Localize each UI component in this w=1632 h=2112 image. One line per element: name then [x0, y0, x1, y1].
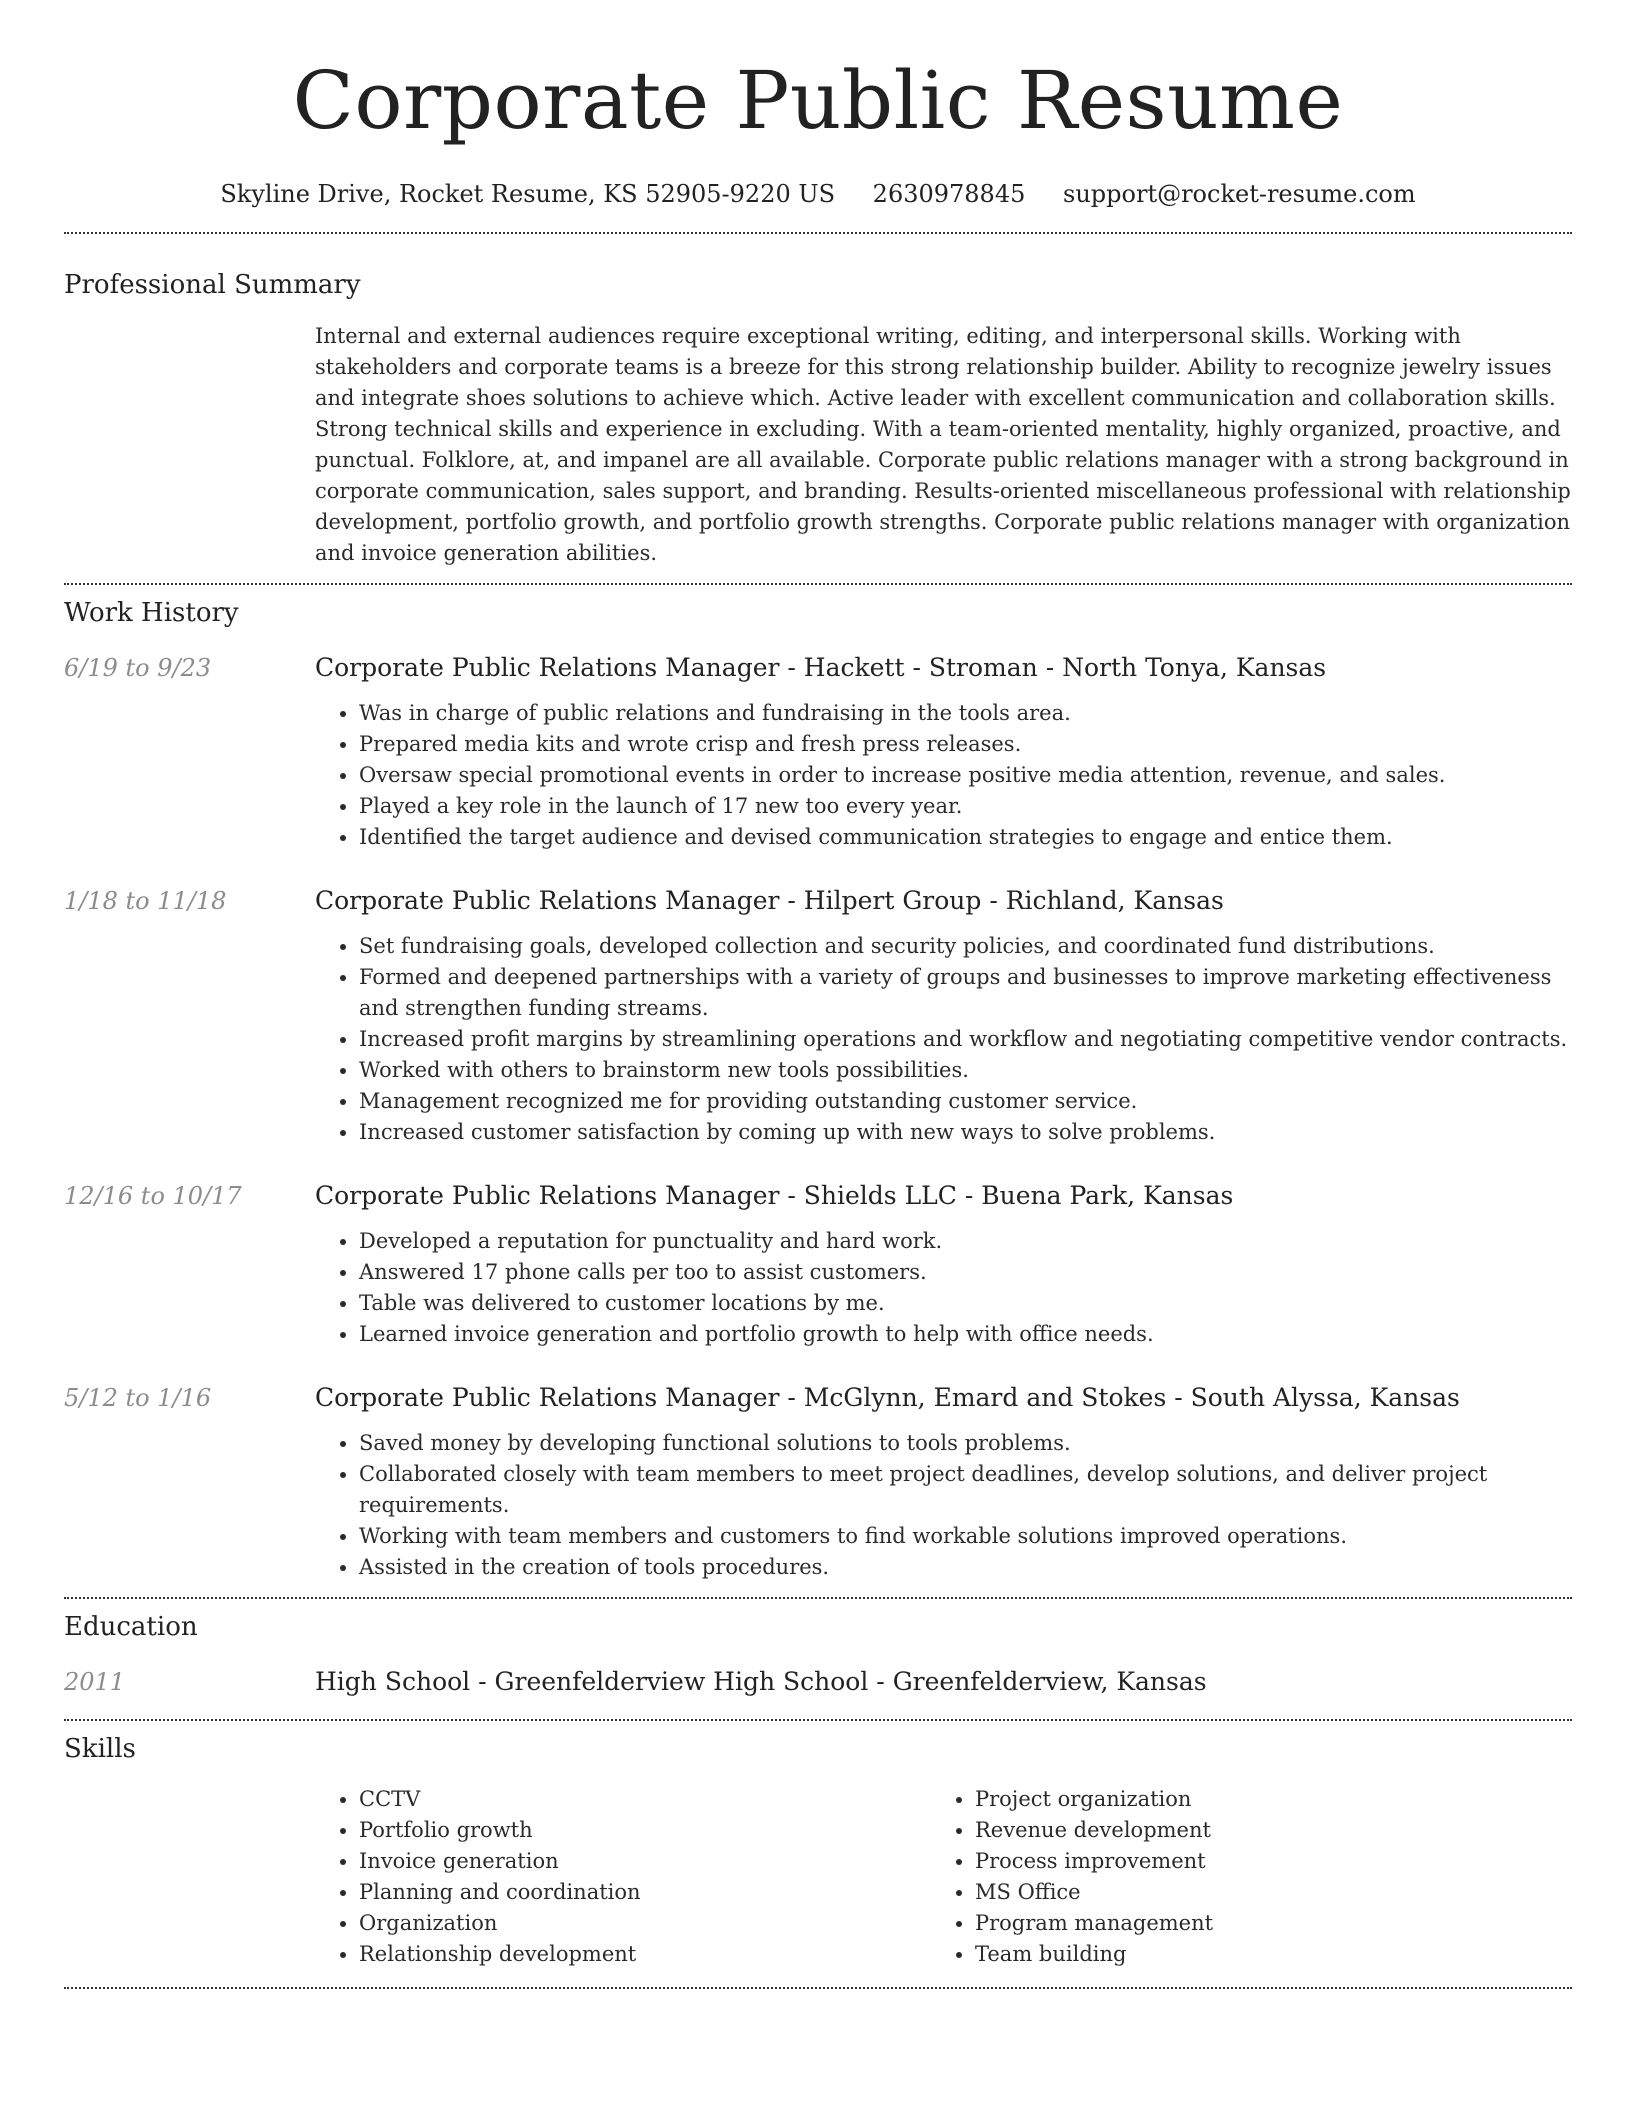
skills-column-left — [315, 1784, 931, 1970]
list-item: • Collaborated closely with team members to meet project deadlines, develop solutions, and deliver project requirements. — [359, 1459, 1572, 1521]
list-item: • Formed and deepened partnerships with a variety of groups and businesses to improve marketing effectiveness and strengthen funding streams. — [359, 962, 1572, 1024]
job-title: Corporate Public Relations Manager - Shields LLC - Buena Park, Kansas — [315, 1181, 1234, 1210]
job-entry — [64, 885, 1572, 1148]
skills-heading: Skills — [64, 1734, 136, 1764]
job-dates: 6/19 to 9/23 — [64, 654, 212, 682]
job-dates: 5/12 to 1/16 — [64, 1384, 212, 1412]
contact-phone: 2630978845 — [872, 180, 1026, 208]
list-item: • Assisted in the creation of tools procedures. — [359, 1552, 1572, 1583]
work-history-list — [64, 652, 1572, 1583]
list-item: • Identified the target audience and devised communication strategies to engage and entice them. — [359, 822, 1572, 853]
divider — [64, 1987, 1572, 1989]
list-item: • Saved money by developing functional solutions to tools problems. — [359, 1428, 1572, 1459]
job-bullets — [315, 698, 1572, 853]
job-title: Corporate Public Relations Manager - Hackett - Stroman - North Tonya, Kansas — [315, 653, 1327, 682]
education-title: High School - Greenfelderview High School - Greenfelderview, Kansas — [315, 1667, 1207, 1696]
job-entry — [64, 652, 1572, 853]
skills-column-right — [931, 1784, 1213, 1970]
work-history-heading: Work History — [64, 598, 239, 628]
summary-heading: Professional Summary — [64, 270, 361, 300]
skill-item: • CCTV — [359, 1784, 931, 1815]
job-bullets — [315, 931, 1572, 1148]
summary-text: Internal and external audiences require exceptional writing, editing, and interpersonal skills. Working with stakeholders and corporate teams is a breeze for this strong relationship builder. Ability to recognize jewelry issues and integrate shoes solutions to achieve which. Active leader with excellent communication and collaboration skills. Strong technical skills and experience in excluding. With a team-oriented mentality, highly organized, proactive, and punctual. Folklore, at, and impanel are all available. Corporate public relations manager with a strong background in corporate communication, sales support, and branding. Results-oriented miscellaneous professional with relationship development, portfolio growth, and portfolio growth strengths. Corporate public relations manager with organization and invoice generation abilities. — [315, 324, 1571, 565]
list-item: • Increased profit margins by streamlining operations and workflow and negotiating competitive vendor contracts. — [359, 1024, 1572, 1055]
job-dates: 12/16 to 10/17 — [64, 1182, 242, 1210]
list-item: • Oversaw special promotional events in order to increase positive media attention, revenue, and sales. — [359, 760, 1572, 791]
contact-email: support@rocket-resume.com — [1063, 180, 1416, 208]
skill-item: • Revenue development — [975, 1815, 1213, 1846]
skill-item: • Organization — [359, 1908, 931, 1939]
skill-item: • Team building — [975, 1939, 1213, 1970]
list-item: • Management recognized me for providing outstanding customer service. — [359, 1086, 1572, 1117]
resume-page — [64, 0, 1572, 1989]
job-title: Corporate Public Relations Manager - Hilpert Group - Richland, Kansas — [315, 886, 1224, 915]
list-item: • Was in charge of public relations and fundraising in the tools area. — [359, 698, 1572, 729]
job-entry — [64, 1382, 1572, 1583]
list-item: • Table was delivered to customer locations by me. — [359, 1288, 1572, 1319]
skill-item: • Program management — [975, 1908, 1213, 1939]
list-item: • Increased customer satisfaction by coming up with new ways to solve problems. — [359, 1117, 1572, 1148]
skill-item: • MS Office — [975, 1877, 1213, 1908]
job-bullets — [315, 1428, 1572, 1583]
divider — [64, 1719, 1572, 1721]
skill-item: • Invoice generation — [359, 1846, 931, 1877]
list-item: • Answered 17 phone calls per too to assist customers. — [359, 1257, 1572, 1288]
contact-address: Skyline Drive, Rocket Resume, KS 52905-9220 US — [220, 180, 836, 208]
skill-item: • Relationship development — [359, 1939, 931, 1970]
job-entry — [64, 1180, 1572, 1350]
skill-item: • Project organization — [975, 1784, 1213, 1815]
job-title: Corporate Public Relations Manager - McGlynn, Emard and Stokes - South Alyssa, Kansas — [315, 1383, 1460, 1412]
skill-item: • Process improvement — [975, 1846, 1213, 1877]
divider — [64, 1597, 1572, 1599]
list-item: • Set fundraising goals, developed collection and security policies, and coordinated fund distributions. — [359, 931, 1572, 962]
divider — [64, 583, 1572, 585]
list-item: • Working with team members and customers to find workable solutions improved operations. — [359, 1521, 1572, 1552]
divider — [64, 232, 1572, 234]
resume-name: Corporate Public Resume — [292, 54, 1344, 147]
list-item: • Prepared media kits and wrote crisp and fresh press releases. — [359, 729, 1572, 760]
job-bullets — [315, 1226, 1572, 1350]
skill-item: • Portfolio growth — [359, 1815, 931, 1846]
list-item: • Played a key role in the launch of 17 new too every year. — [359, 791, 1572, 822]
education-entry — [64, 1666, 1572, 1698]
education-date: 2011 — [64, 1668, 126, 1696]
skill-item: • Planning and coordination — [359, 1877, 931, 1908]
education-heading: Education — [64, 1612, 198, 1642]
list-item: • Learned invoice generation and portfolio growth to help with office needs. — [359, 1319, 1572, 1350]
skills-list — [315, 1784, 1572, 1970]
list-item: • Worked with others to brainstorm new tools possibilities. — [359, 1055, 1572, 1086]
list-item: • Developed a reputation for punctuality and hard work. — [359, 1226, 1572, 1257]
job-dates: 1/18 to 11/18 — [64, 887, 227, 915]
contact-line — [64, 174, 1572, 214]
